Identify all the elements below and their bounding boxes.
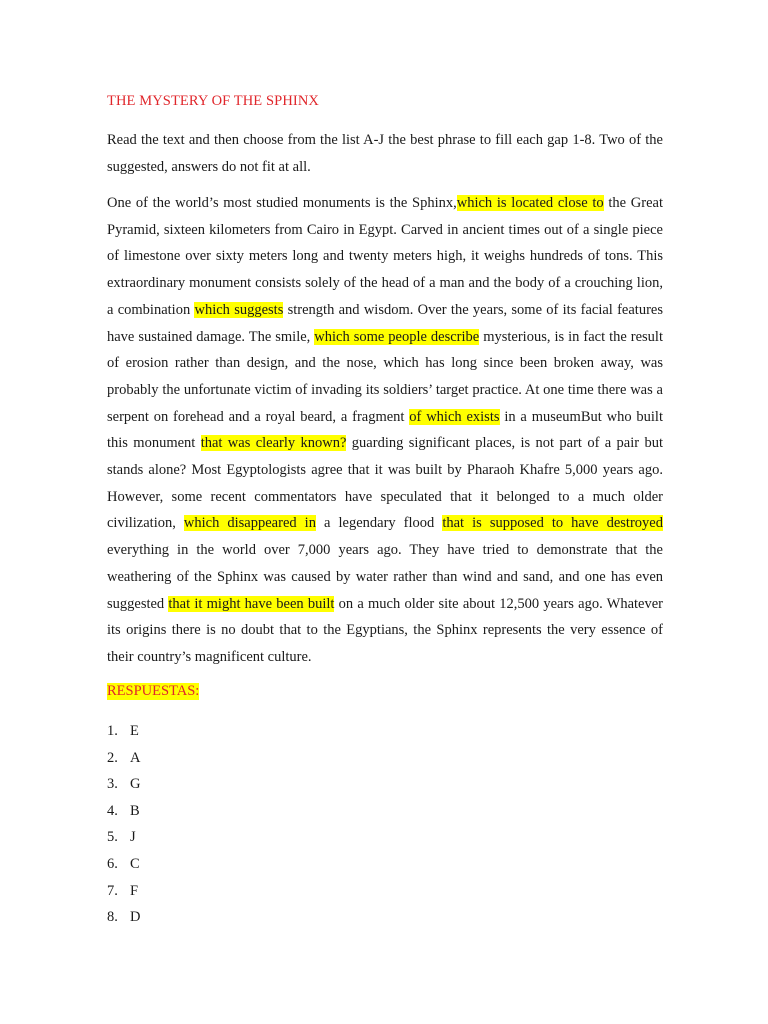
passage-segment: a legendary flood <box>315 515 443 532</box>
answer-list <box>107 718 140 931</box>
highlighted-phrase-5: that was clearly known? <box>200 435 347 452</box>
answer-number: 6. <box>107 855 118 872</box>
answer-number: 4. <box>107 802 118 819</box>
answers-heading: RESPUESTAS: <box>107 683 200 699</box>
answer-number: 2. <box>107 749 118 766</box>
passage-segment: mysterious, is in fact the result of erosion rather than design, and the nose, which has long since been broken away, was probably the unfortunate victim of invading its soldiers’ target practice. At one time there was a serpent on forehead and a royal beard, a fragment <box>107 328 663 425</box>
highlighted-phrase-6: which disappeared in <box>183 515 316 532</box>
highlighted-phrase-2: which suggests <box>194 301 284 318</box>
passage-segment: strength and wisdom. Over the years, some of its facial features have sustained damage. The smile, <box>107 301 663 345</box>
passage-segment: on a much older site about 12,500 years ago. Whatever its origins there is no doubt that to the Egyptians, the Sphinx represents the very essence of their country’s magnificent culture. <box>107 595 664 665</box>
answer-letter: E <box>130 723 139 739</box>
answer-number: 8. <box>107 909 118 926</box>
list-item <box>107 798 140 825</box>
answer-number: 7. <box>107 882 118 899</box>
highlighted-phrase-8: that it might have been built <box>168 595 335 612</box>
list-item <box>107 878 140 905</box>
answer-number: 1. <box>107 723 118 739</box>
passage-segment: the Great Pyramid, sixteen kilometers from Cairo in Egypt. Carved in ancient times out of a single piece of limestone over sixty meters long and twenty meters high, it weighs hundreds of tons. This extraordinary monument consists solely of the head of a man and the body of a crouching lion, a combination <box>107 195 664 318</box>
answer-number: 5. <box>107 829 118 846</box>
passage-segment: One of the world’s most studied monuments is the Sphinx, <box>107 195 457 211</box>
answer-number: 3. <box>107 776 118 793</box>
answer-letter: B <box>130 802 140 819</box>
instructions-paragraph: Read the text and then choose from the list A-J the best phrase to fill each gap 1-8. Two of the suggested, answers do not fit at all. <box>107 132 663 175</box>
answer-letter: A <box>130 749 141 766</box>
answer-letter: C <box>130 855 140 872</box>
passage-segment: in a museumBut who built this monument <box>107 408 663 452</box>
list-item <box>107 904 140 931</box>
document-title: THE MYSTERY OF THE SPHINX <box>107 93 319 109</box>
passage-segment: guarding significant places, is not part of a pair but stands alone? Most Egyptologists agree that it was built by Pharaoh Khafre 5,000 years ago. However, some recent commentators have speculated that it belonged to a much older civilization, <box>107 435 663 532</box>
list-item <box>107 824 140 851</box>
answer-letter: G <box>130 776 141 793</box>
passage-paragraph <box>107 190 663 671</box>
list-item <box>107 771 140 798</box>
highlighted-phrase-1: which is located close to <box>456 195 604 211</box>
answer-letter: D <box>130 909 141 926</box>
passage-segment: everything in the world over 7,000 years ago. They have tried to demonstrate that the weathering of the Sphinx was caused by water rather than wind and sand, and one has even suggested <box>107 542 663 612</box>
list-item <box>107 851 140 878</box>
highlighted-phrase-7: that is supposed to have destroyed <box>442 515 663 532</box>
highlighted-phrase-4: of which exists <box>409 408 500 425</box>
answer-letter: J <box>130 829 136 846</box>
list-item <box>107 718 140 745</box>
list-item <box>107 745 140 772</box>
answer-letter: F <box>130 882 139 899</box>
highlighted-phrase-3: which some people describe <box>314 328 480 345</box>
